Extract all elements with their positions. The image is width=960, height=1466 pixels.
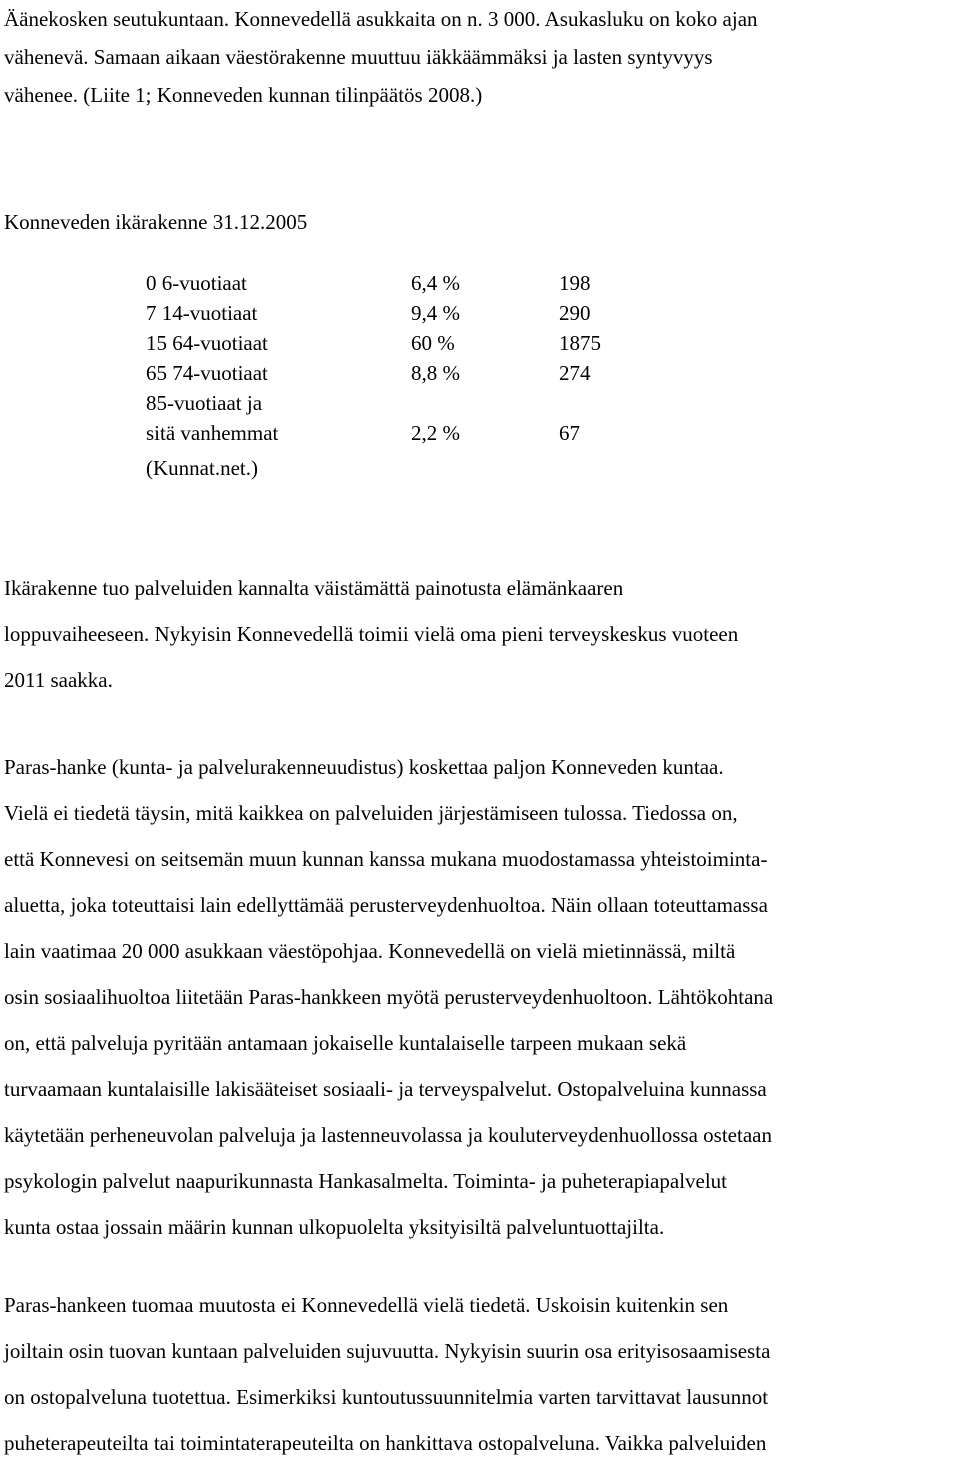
count-cell: 67 (559, 421, 580, 445)
intro-paragraph (4, 0, 954, 114)
age-group-cell: 15 64-vuotiaat (146, 331, 268, 355)
table-row (146, 328, 659, 358)
table-row (146, 388, 659, 418)
count-cell: 290 (559, 301, 591, 325)
text-line: turvaamaan kuntalaisille lakisääteiset sosiaali- ja terveyspalvelut. Ostopalveluina kunnassa (4, 1077, 767, 1101)
text-line: psykologin palvelut naapurikunnasta Hankasalmelta. Toiminta- ja puheterapiapalvelut (4, 1169, 728, 1193)
table-row (146, 418, 659, 448)
age-structure-table (146, 268, 659, 448)
text-line: lain vaatimaa 20 000 asukkaan väestöpohjaa. Konnevedellä on vielä mietinnässä, miltä (4, 939, 736, 963)
text-line: osin sosiaalihuoltoa liitetään Paras-hankkeen myötä perusterveydenhuoltoon. Lähtökohtana (4, 985, 774, 1009)
percent-cell: 9,4 % (411, 301, 460, 325)
source-note: (Kunnat.net.) (146, 456, 258, 480)
text-line: että Konnevesi on seitsemän muun kunnan kanssa mukana muodostamassa yhteistoiminta- (4, 847, 768, 871)
text-line: loppuvaiheeseen. Nykyisin Konnevedellä toimii vielä oma pieni terveyskeskus vuoteen (4, 622, 739, 646)
count-cell: 198 (559, 271, 591, 295)
age-group-cell: 85-vuotiaat ja (146, 391, 263, 415)
age-group-cell: 65 74-vuotiaat (146, 361, 268, 385)
text-line: vähenevä. Samaan aikaan väestörakenne muuttuu iäkkäämmäksi ja lasten syntyvyys (4, 45, 713, 69)
text-line: joiltain osin tuovan kuntaan palveluiden sujuvuutta. Nykyisin suurin osa erityisosaamisesta (4, 1339, 771, 1363)
percent-cell: 6,4 % (411, 271, 460, 295)
body-paragraph (4, 744, 959, 1250)
text-line: aluetta, joka toteuttaisi lain edellyttämää perusterveydenhuoltoa. Näin ollaan toteuttamassa (4, 893, 768, 917)
text-line: Paras-hankeen tuomaa muutosta ei Konnevedellä vielä tiedetä. Uskoisin kuitenkin sen (4, 1293, 729, 1317)
count-cell: 274 (559, 361, 591, 385)
body-paragraph (4, 565, 959, 703)
age-group-cell: 7 14-vuotiaat (146, 301, 258, 325)
age-group-cell: 0 6-vuotiaat (146, 271, 247, 295)
text-line: puheterapeuteilta tai toimintaterapeuteilta on hankittava ostopalveluna. Vaikka palveluiden (4, 1431, 767, 1455)
age-structure-heading: Konneveden ikärakenne 31.12.2005 (4, 210, 308, 234)
table-row (146, 298, 659, 328)
text-line: kunta ostaa jossain määrin kunnan ulkopuolelta yksityisiltä palveluntuottajilta. (4, 1215, 665, 1239)
text-line: vähenee. (Liite 1; Konneveden kunnan tilinpäätös 2008.) (4, 83, 483, 107)
text-line: on, että palveluja pyritään antamaan jokaiselle kuntalaiselle tarpeen mukaan sekä (4, 1031, 687, 1055)
body-paragraph (4, 1282, 959, 1466)
text-line: Vielä ei tiedetä täysin, mitä kaikkea on palveluiden järjestämiseen tulossa. Tiedossa on, (4, 801, 738, 825)
text-line: Ikärakenne tuo palveluiden kannalta väistämättä painotusta elämänkaaren (4, 576, 624, 600)
text-line: käytetään perheneuvolan palveluja ja lastenneuvolassa ja kouluterveydenhuollossa ostetaan (4, 1123, 772, 1147)
text-line: Paras-hanke (kunta- ja palvelurakenneuudistus) koskettaa paljon Konneveden kuntaa. (4, 755, 724, 779)
text-line: on ostopalveluna tuotettua. Esimerkiksi kuntoutussuunnitelmia varten tarvittavat lausunnot (4, 1385, 769, 1409)
percent-cell: 8,8 % (411, 361, 460, 385)
text-line: Äänekosken seutukuntaan. Konnevedellä asukkaita on n. 3 000. Asukasluku on koko ajan (4, 7, 758, 31)
percent-cell: 60 % (411, 331, 455, 355)
percent-cell: 2,2 % (411, 421, 460, 445)
percent-cell (411, 388, 559, 418)
table-row (146, 268, 659, 298)
text-line: 2011 saakka. (4, 668, 113, 692)
count-cell: 1875 (559, 331, 601, 355)
table-row (146, 358, 659, 388)
age-group-cell: sitä vanhemmat (146, 421, 279, 445)
count-cell (559, 388, 659, 418)
